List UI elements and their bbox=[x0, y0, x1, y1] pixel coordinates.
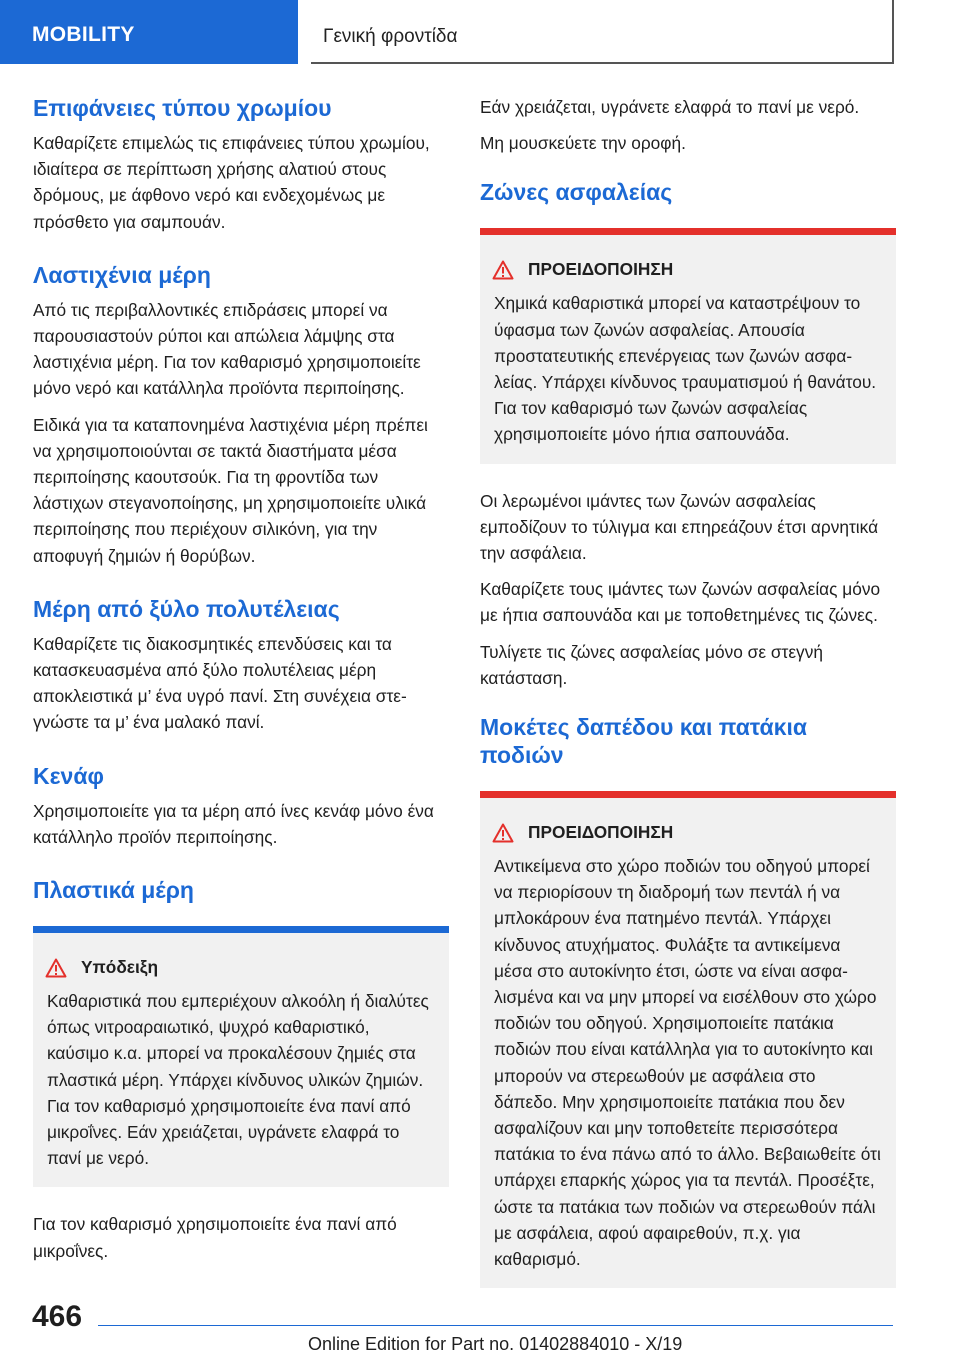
header-section-tab bbox=[0, 0, 298, 64]
header-section-label: MOBILITY bbox=[32, 23, 135, 46]
footer-divider bbox=[98, 1325, 893, 1326]
section-floor-mats bbox=[480, 713, 896, 1288]
paragraph: Οι λερωμένοι ιμάντες των ζωνών ασφαλείας εμποδίζουν το τύλιγμα και επηρεάζουν έτσι αρνητικά την ασφάλεια. bbox=[480, 490, 879, 564]
paragraph: Χρησιμοποιείτε για τα μέρη από ίνες κενάφ μόνο ένα κατάλληλο προϊόν περιποίησης. bbox=[33, 800, 434, 847]
paragraph: Ειδικά για τα καταπονημένα λαστιχένια μέρη πρέπει να χρησιμοποιούνται σε τακτά διαστήματα μέσα περιποίησης καουτσούκ. Για τη φροντίδα των λάστιχων στεγανοποίησης, μη χρησιμοποιείτε υλικά περιποίησης που περιέχουν σιλικόνη, για την αποφυγή ζημιών ή θορύβων. bbox=[33, 414, 428, 566]
warning-box bbox=[480, 228, 896, 463]
paragraph: Μη μουσκεύετε την οροφή. bbox=[480, 133, 686, 154]
note-header bbox=[47, 957, 435, 978]
paragraph: Εάν χρειάζεται, υγράνετε ελαφρά το πανί με νερό. bbox=[480, 97, 860, 117]
warning-header bbox=[494, 822, 882, 843]
section-seatbelts bbox=[480, 178, 896, 691]
section-chrome bbox=[33, 94, 449, 235]
section-title: Ζώνες ασφαλείας bbox=[480, 179, 673, 206]
paragraph: Καθαρίζετε τους ιμάντες των ζωνών ασφαλείας μόνο με ήπια σαπουνάδα και με τοποθετημένες τις ζώνες. bbox=[480, 579, 881, 626]
footer-edition-text: Online Edition for Part no. 01402884010 - X/19 bbox=[308, 1334, 683, 1354]
page-number: 466 bbox=[32, 1300, 83, 1333]
warning-text: Αντικείμενα στο χώρο ποδιών του οδηγού μπορεί να περιορίσουν τη διαδρομή των πεντάλ ή να μπλοκάρουν ένα πατημένο πεντάλ. Υπάρχει κίνδυνος ατυχήματος. Φυλάξτε τα αντικείμενα μέσα στο αυτοκίνητο έτσι, ώστε να είναι ασφαλισμένα και να μην μπορεί να εισέλθουν στο χώρο ποδιών του οδηγού. Χρησιμοποιείτε πατάκια ποδιών που είναι κατάλληλα για το αυτοκίνητο και μπορούν να στερεωθούν με ασφάλεια στο δάπεδο. Μην χρησιμοποιείτε πατάκια που δεν ασφαλίζουν και μην τοποθετείτε περισσότερα πατάκια το ένα πάνω από το άλλο. Βεβαιωθείτε ότι υπάρχει επαρκής χώρος για τα πεντάλ. Προσέξτε, ώστε τα πατάκια των ποδιών να στερεωθούν πάλι με ασφάλεια, αφού αφαιρεθούν, π.χ. για καθαρισμό. bbox=[494, 856, 881, 1270]
section-kenaf bbox=[33, 762, 449, 850]
section-plastic bbox=[33, 876, 449, 1264]
paragraph: Τυλίγετε τις ζώνες ασφαλείας μόνο σε στεγνή κατάσταση. bbox=[480, 641, 823, 688]
paragraph: Καθαρίζετε επιμελώς τις επιφάνειες τύπου χρωμίου, ιδιαίτερα σε περίπτωση χρήσης αλατιού στους δρόμους, με άφθονο νερό και ενδεχομένως με πρόσθετο για σαμπουάν. bbox=[33, 133, 430, 232]
warning-triangle-icon bbox=[492, 260, 514, 280]
paragraph: Για τον καθαρισμό χρησιμοποιείτε ένα πανί από μικροΐνες. bbox=[33, 1214, 397, 1261]
warning-title: ΠΡΟΕΙΔΟΠΟΙΗΣΗ bbox=[528, 259, 674, 280]
warning-header bbox=[494, 259, 882, 280]
paragraph: Από τις περιβαλλοντικές επιδράσεις μπορεί να παρουσιαστούν ρύποι και απώλεια λάμψης στα λαστιχένια μέρη. Για τον καθαρισμό χρησιμοποιείτε μόνο νερό και κατάλληλα προϊόντα περιποίησης. bbox=[33, 299, 421, 399]
section-rubber bbox=[33, 261, 449, 569]
warning-text: Χημικά καθαριστικά μπορεί να καταστρέψουν το ύφασμα των ζωνών ασφαλείας. Απουσία προστατευτικής επενέργειας των ζωνών ασφαλείας. Υπάρχει κίνδυνος τραυματισμού ή θανάτου. Για τον καθαρισμό των ζωνών ασφαλείας χρησιμοποιείτε μόνο ήπια σαπουνάδα. bbox=[494, 293, 877, 445]
note-title: Υπόδειξη bbox=[81, 957, 159, 978]
warning-box bbox=[480, 791, 896, 1288]
paragraph: Καθαρίζετε τις διακοσμητικές επενδύσεις και τα κατασκευασμένα από ξύλο πολυτέλειας μέρη αποκλειστικά μ’ ένα υγρό πανί. Στη συνέχεια στεγνώστε τα μ’ ένα μαλακό πανί. bbox=[33, 633, 407, 733]
left-column bbox=[33, 94, 449, 1274]
warning-title: ΠΡΟΕΙΔΟΠΟΙΗΣΗ bbox=[528, 822, 674, 843]
section-wood bbox=[33, 595, 449, 736]
footer-edition bbox=[308, 1334, 682, 1355]
warning-triangle-icon bbox=[45, 958, 67, 978]
note-text: Καθαριστικά που εμπεριέχουν αλκοόλη ή διαλύτες όπως νιτροαραιωτικό, ψυχρό καθαριστικό, καύσιμο κ.α. μπορεί να προκαλέσουν ζημιές στα πλαστικά μέρη. Υπάρχει κίνδυνος υλικών ζημιών. Για τον καθαρισμό χρησιμοποιείτε ένα πανί από μικροΐνες. Εάν χρειάζεται, υγράνετε ελαφρά το πανί με νερό. bbox=[47, 991, 429, 1169]
warning-triangle-icon bbox=[492, 823, 514, 843]
header-chapter bbox=[311, 0, 894, 64]
section-title: Μοκέτες δαπέδου και πατάκια ποδιών bbox=[480, 714, 807, 769]
section-title: Λαστιχένια μέρη bbox=[33, 261, 211, 288]
section-title: Επιφάνειες τύπου χρωμίου bbox=[33, 95, 332, 121]
note-box bbox=[33, 926, 449, 1187]
header-chapter-label: Γενική φροντίδα bbox=[323, 26, 458, 47]
section-title: Κενάφ bbox=[33, 762, 104, 789]
section-title: Πλαστικά μέρη bbox=[33, 877, 194, 904]
right-column bbox=[480, 94, 896, 1312]
section-title: Μέρη από ξύλο πολυτέλειας bbox=[33, 595, 340, 622]
